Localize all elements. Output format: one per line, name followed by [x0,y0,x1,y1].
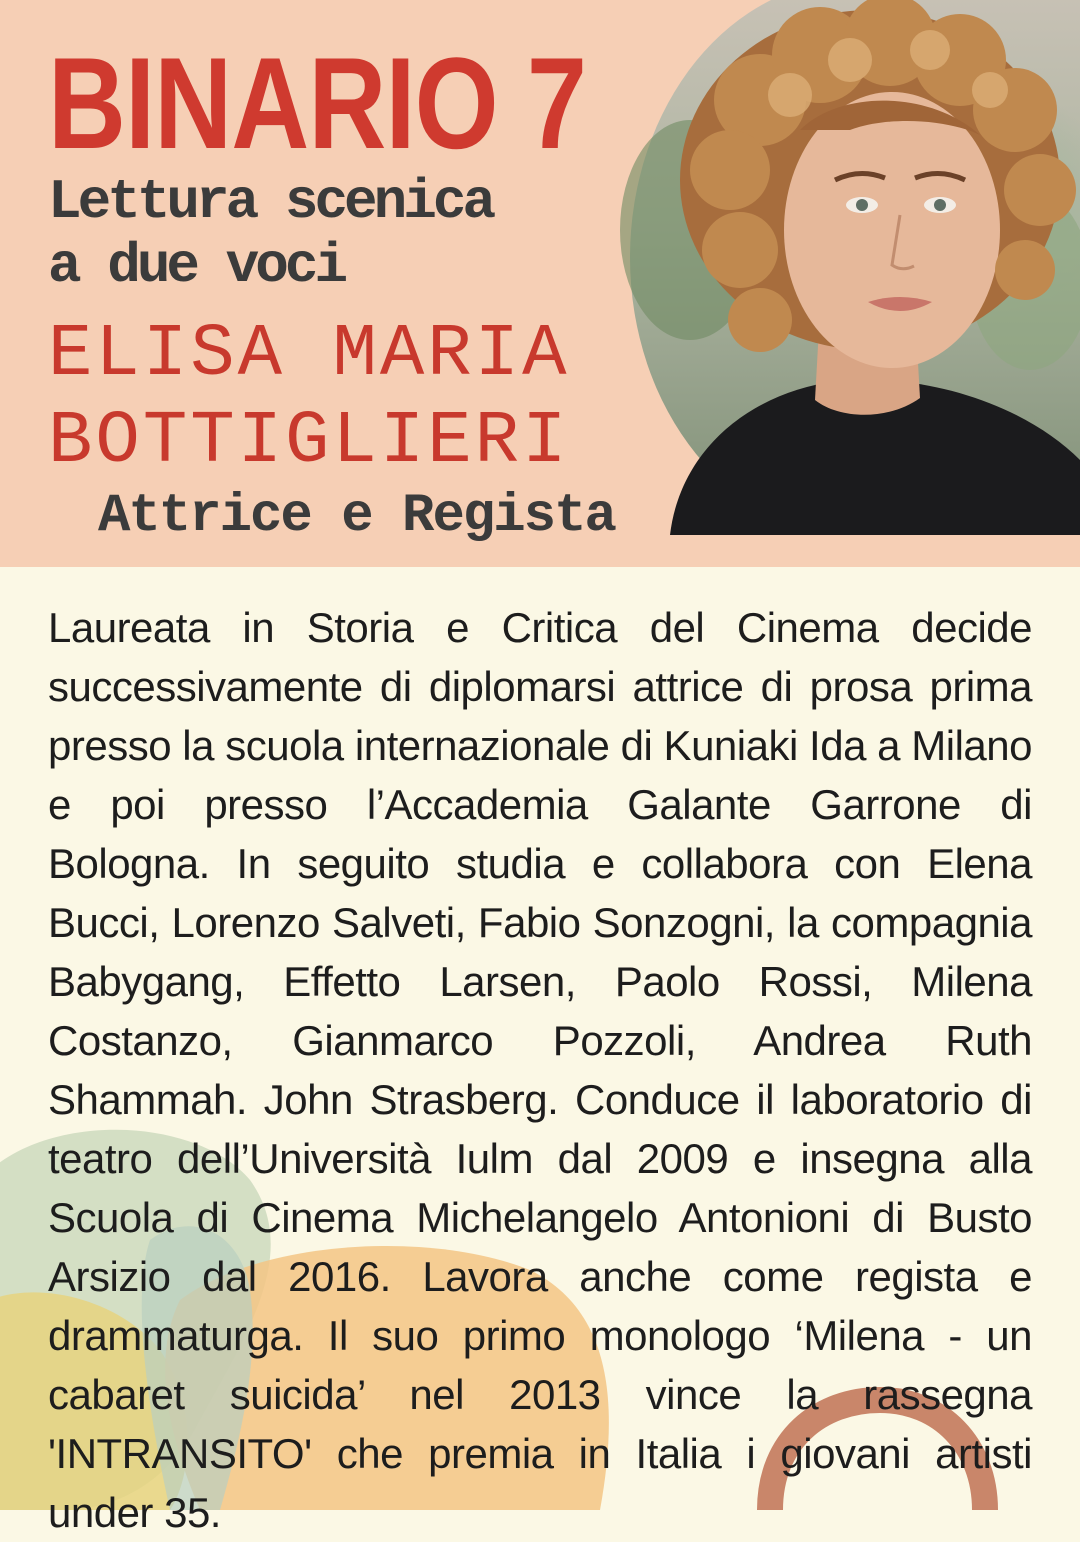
poster-title: BINARIO 7 [48,30,587,176]
subtitle-line-2: a due voci [48,234,345,298]
artist-name-line-1: ELISA MARIA [48,313,570,397]
artist-name-line-2: BOTTIGLIERI [48,400,570,484]
biography-text: Laureata in Storia e Critica del Cinema decide successivamente di diplomarsi attrice di prosa prima presso la scuola internazionale di Kuniaki Ida a Milano e poi presso l’Accademia Galante Garrone di Bologna. In seguito studia e collabora con Elena Bucci, Lorenzo Salveti, Fabio Sonzogni, la compagnia Babygang, Effetto Larsen, Paolo Rossi, Milena Costanzo, Gianmarco Pozzoli, Andrea Ruth Shammah. John Strasberg. Conduce il laboratorio di teatro dell’Università Iulm dal 2009 e insegna alla Scuola di Cinema Michelangelo Antonioni di Busto Arsizio dal 2016. Lavora anche come regista e drammaturga. Il suo primo monologo ‘Milena - un cabaret suicida’ nel 2013 vince la rassegna 'INTRANSITO' che premia in Italia i giovani artisti under 35. [48,604,1032,1536]
subtitle-line-1: Lettura scenica [48,170,493,234]
artist-role: Attrice e Regista [98,486,615,547]
